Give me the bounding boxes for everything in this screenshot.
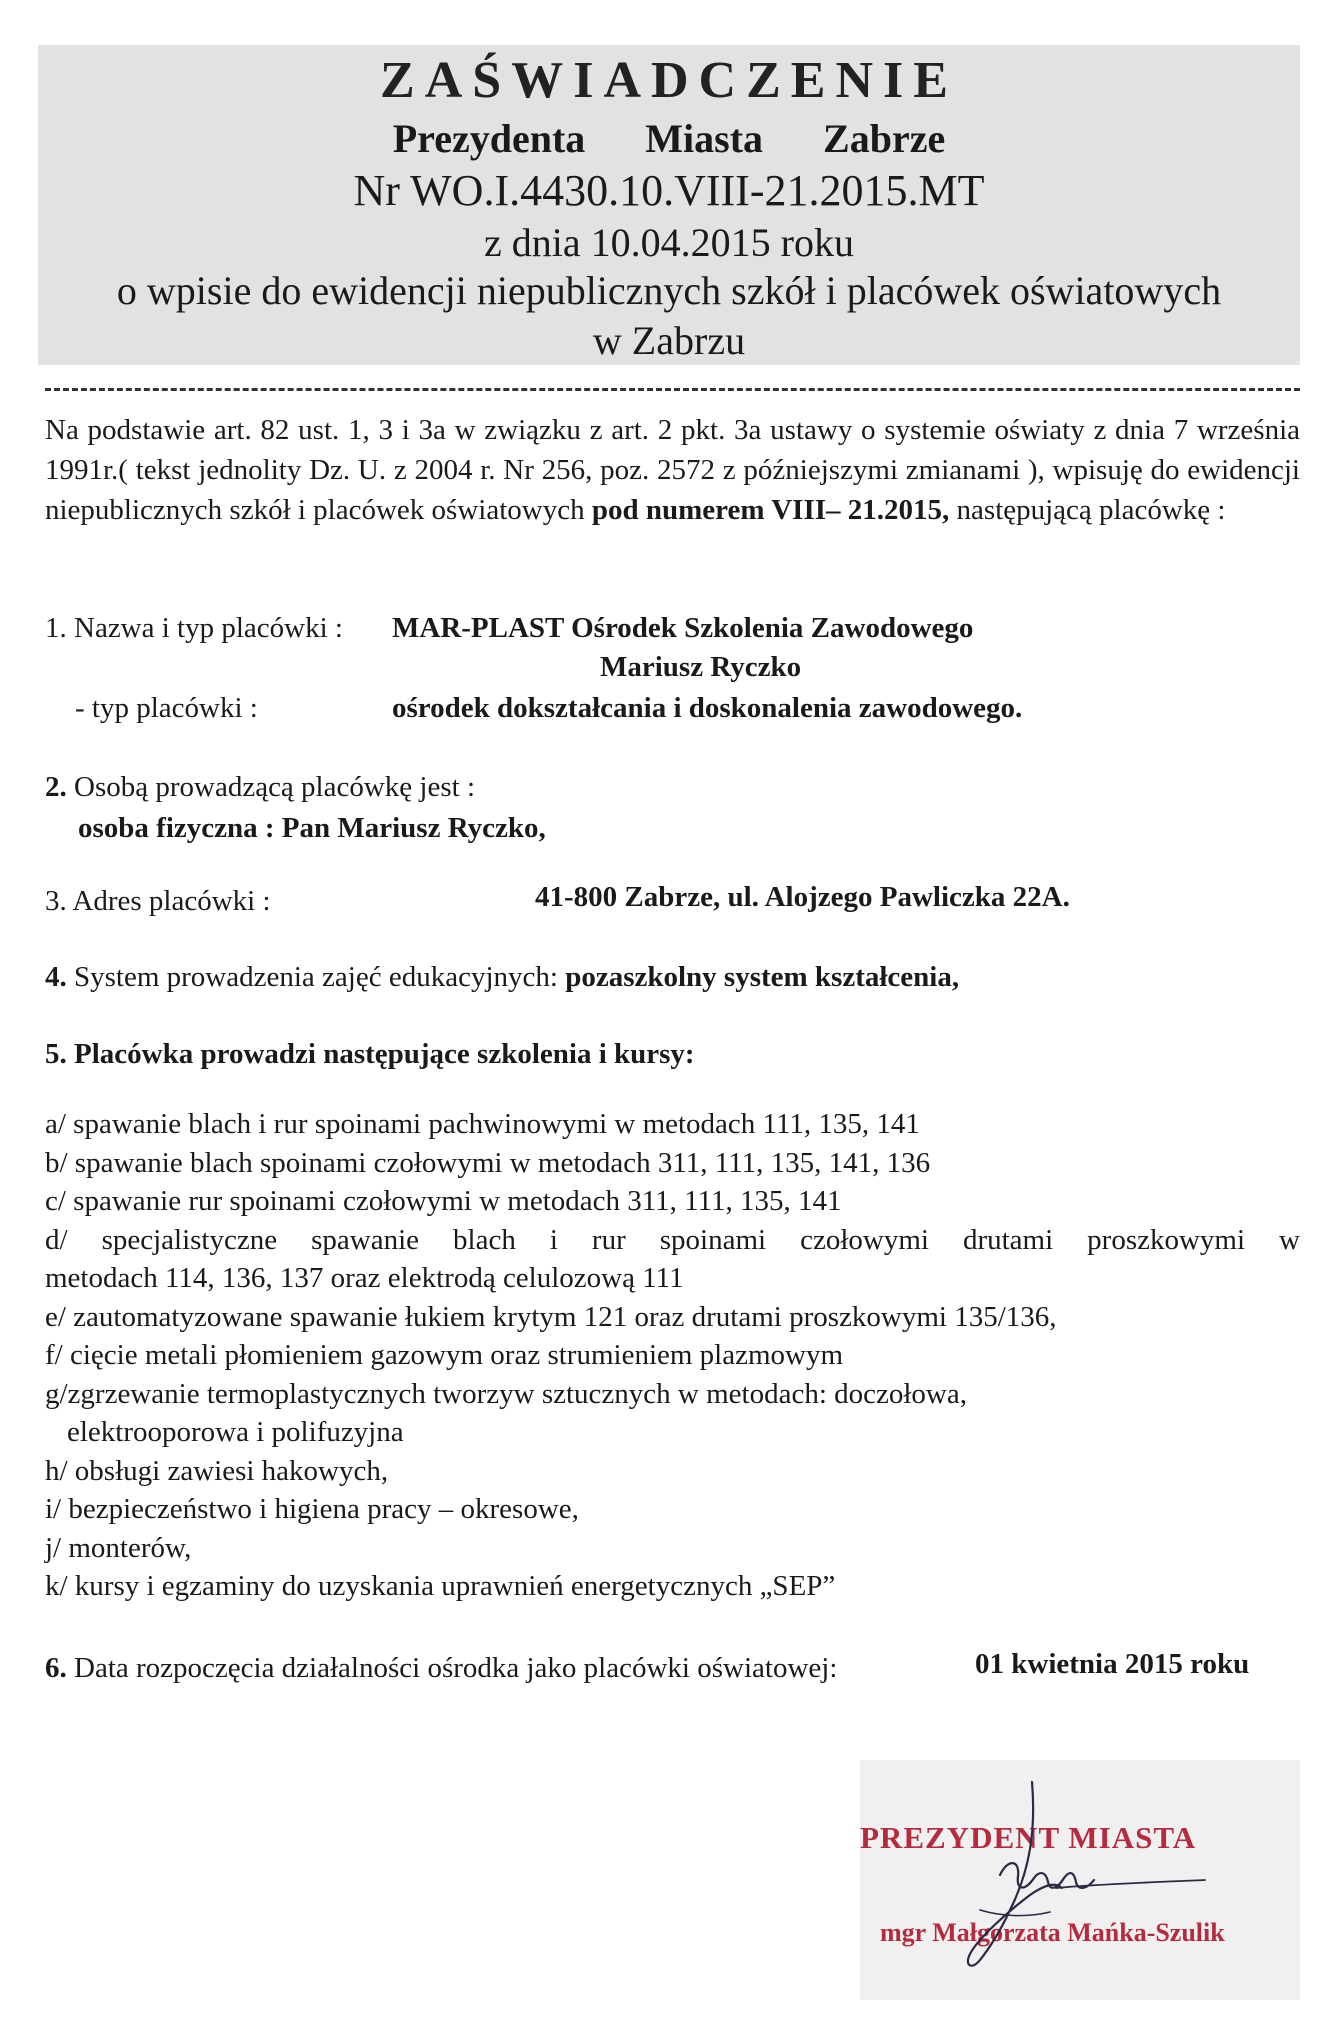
course-item: a/ spawanie blach i rur spoinami pachwinowymi w metodach 111, 135, 141: [45, 1108, 920, 1140]
document-number: Nr WO.I.4430.10.VIII-21.2015.MT: [353, 166, 985, 215]
dashed-divider: [45, 388, 1300, 391]
document-place: w Zabrzu: [592, 318, 746, 363]
item-3-label: 3. Adres placówki :: [45, 885, 271, 917]
facility-name-line2: Mariusz Ryczko: [600, 651, 802, 683]
facility-type-value: ośrodek dokształcania i doskonalenia zawodowego.: [392, 692, 1023, 724]
course-item: i/ bezpieczeństwo i higiena pracy – okresowe,: [45, 1493, 579, 1525]
item-6-label: 6. Data rozpoczęcia działalności ośrodka jako placówki oświatowej:: [45, 1652, 838, 1684]
document-title: ZAŚWIADCZENIE: [380, 52, 958, 109]
item-2-number: 2.: [45, 771, 67, 803]
course-item: k/ kursy i egzaminy do uzyskania uprawnień energetycznych „SEP”: [45, 1570, 836, 1602]
stamp-name: mgr Małgorzata Mańka-Szulik: [880, 1918, 1225, 1947]
legal-basis-text: Na podstawie art. 82 ust. 1, 3 i 3a w związku z art. 2 pkt. 3a ustawy o systemie oświaty z dnia 7 września 1991r.( tekst jednolity Dz. U. z 2004 r. Nr 256, poz. 2572 z późniejszymi zmianami ), wpisuję do ewidencji niepublicznych szkół i placówek oświatowych: [45, 414, 1300, 526]
course-item: g/zgrzewanie termoplastycznych tworzyw sztucznych w metodach: doczołowa,: [45, 1377, 967, 1410]
education-system-value: pozaszkolny system kształcenia,: [565, 961, 960, 993]
course-item: f/ cięcie metali płomieniem gazowym oraz strumieniem plazmowym: [45, 1339, 844, 1371]
legal-basis-paragraph: [45, 410, 1300, 530]
course-item: b/ spawanie blach spoinami czołowymi w metodach 311, 111, 135, 141, 136: [45, 1146, 931, 1179]
course-item: c/ spawanie rur spoinami czołowymi w metodach 311, 111, 135, 141: [45, 1185, 842, 1217]
handwritten-signature: [860, 1760, 1300, 2000]
item-1-label: 1. Nazwa i typ placówki :: [45, 612, 343, 644]
document-issuer: Prezydenta Miasta Zabrze: [392, 116, 946, 161]
stamp-title: PREZYDENT MIASTA: [860, 1820, 1197, 1855]
item-4-number: 4.: [45, 961, 67, 993]
certificate-header: [38, 45, 1300, 365]
course-item: h/ obsługi zawiesi hakowych,: [45, 1454, 389, 1487]
item-6-number: 6.: [45, 1652, 67, 1684]
course-item: j/ monterów,: [45, 1531, 192, 1564]
course-item: d/ specjalistyczne spawanie blach i rur spoinami czołowymi drutami proszkowymi w: [45, 1223, 1300, 1256]
item-4-label: 4. System prowadzenia zajęć edukacyjnych: pozaszkolny system kształcenia,: [45, 961, 960, 993]
registry-number: pod numerem VIII– 21.2015,: [591, 494, 950, 526]
start-date-value: 01 kwietnia 2015 roku: [975, 1648, 1250, 1680]
item-5-heading: 5. Placówka prowadzi następujące szkolenia i kursy:: [45, 1038, 695, 1070]
course-item-continued: metodach 114, 136, 137 oraz elektrodą celulozową 111: [45, 1262, 684, 1294]
course-item: e/ zautomatyzowane spawanie łukiem krytym 121 oraz drutami proszkowymi 135/136,: [45, 1300, 1057, 1333]
facility-type-label: - typ placówki :: [75, 692, 258, 724]
document-subject: o wpisie do ewidencji niepublicznych szkół i placówek oświatowych: [116, 268, 1222, 313]
facility-address: 41-800 Zabrze, ul. Alojzego Pawliczka 22A.: [535, 881, 1070, 913]
operator-value: osoba fizyczna : Pan Mariusz Ryczko,: [78, 812, 546, 844]
facility-name-line1: MAR-PLAST Ośrodek Szkolenia Zawodowego: [392, 612, 974, 644]
document-date: z dnia 10.04.2015 roku: [484, 220, 854, 265]
legal-basis-closing: następującą placówkę :: [956, 494, 1226, 526]
course-item-continued: elektrooporowa i polifuzyjna: [67, 1416, 404, 1448]
item-2-label: 2. Osobą prowadzącą placówkę jest :: [45, 771, 476, 803]
official-stamp: [860, 1760, 1300, 2000]
course-list: [45, 1105, 1300, 1606]
